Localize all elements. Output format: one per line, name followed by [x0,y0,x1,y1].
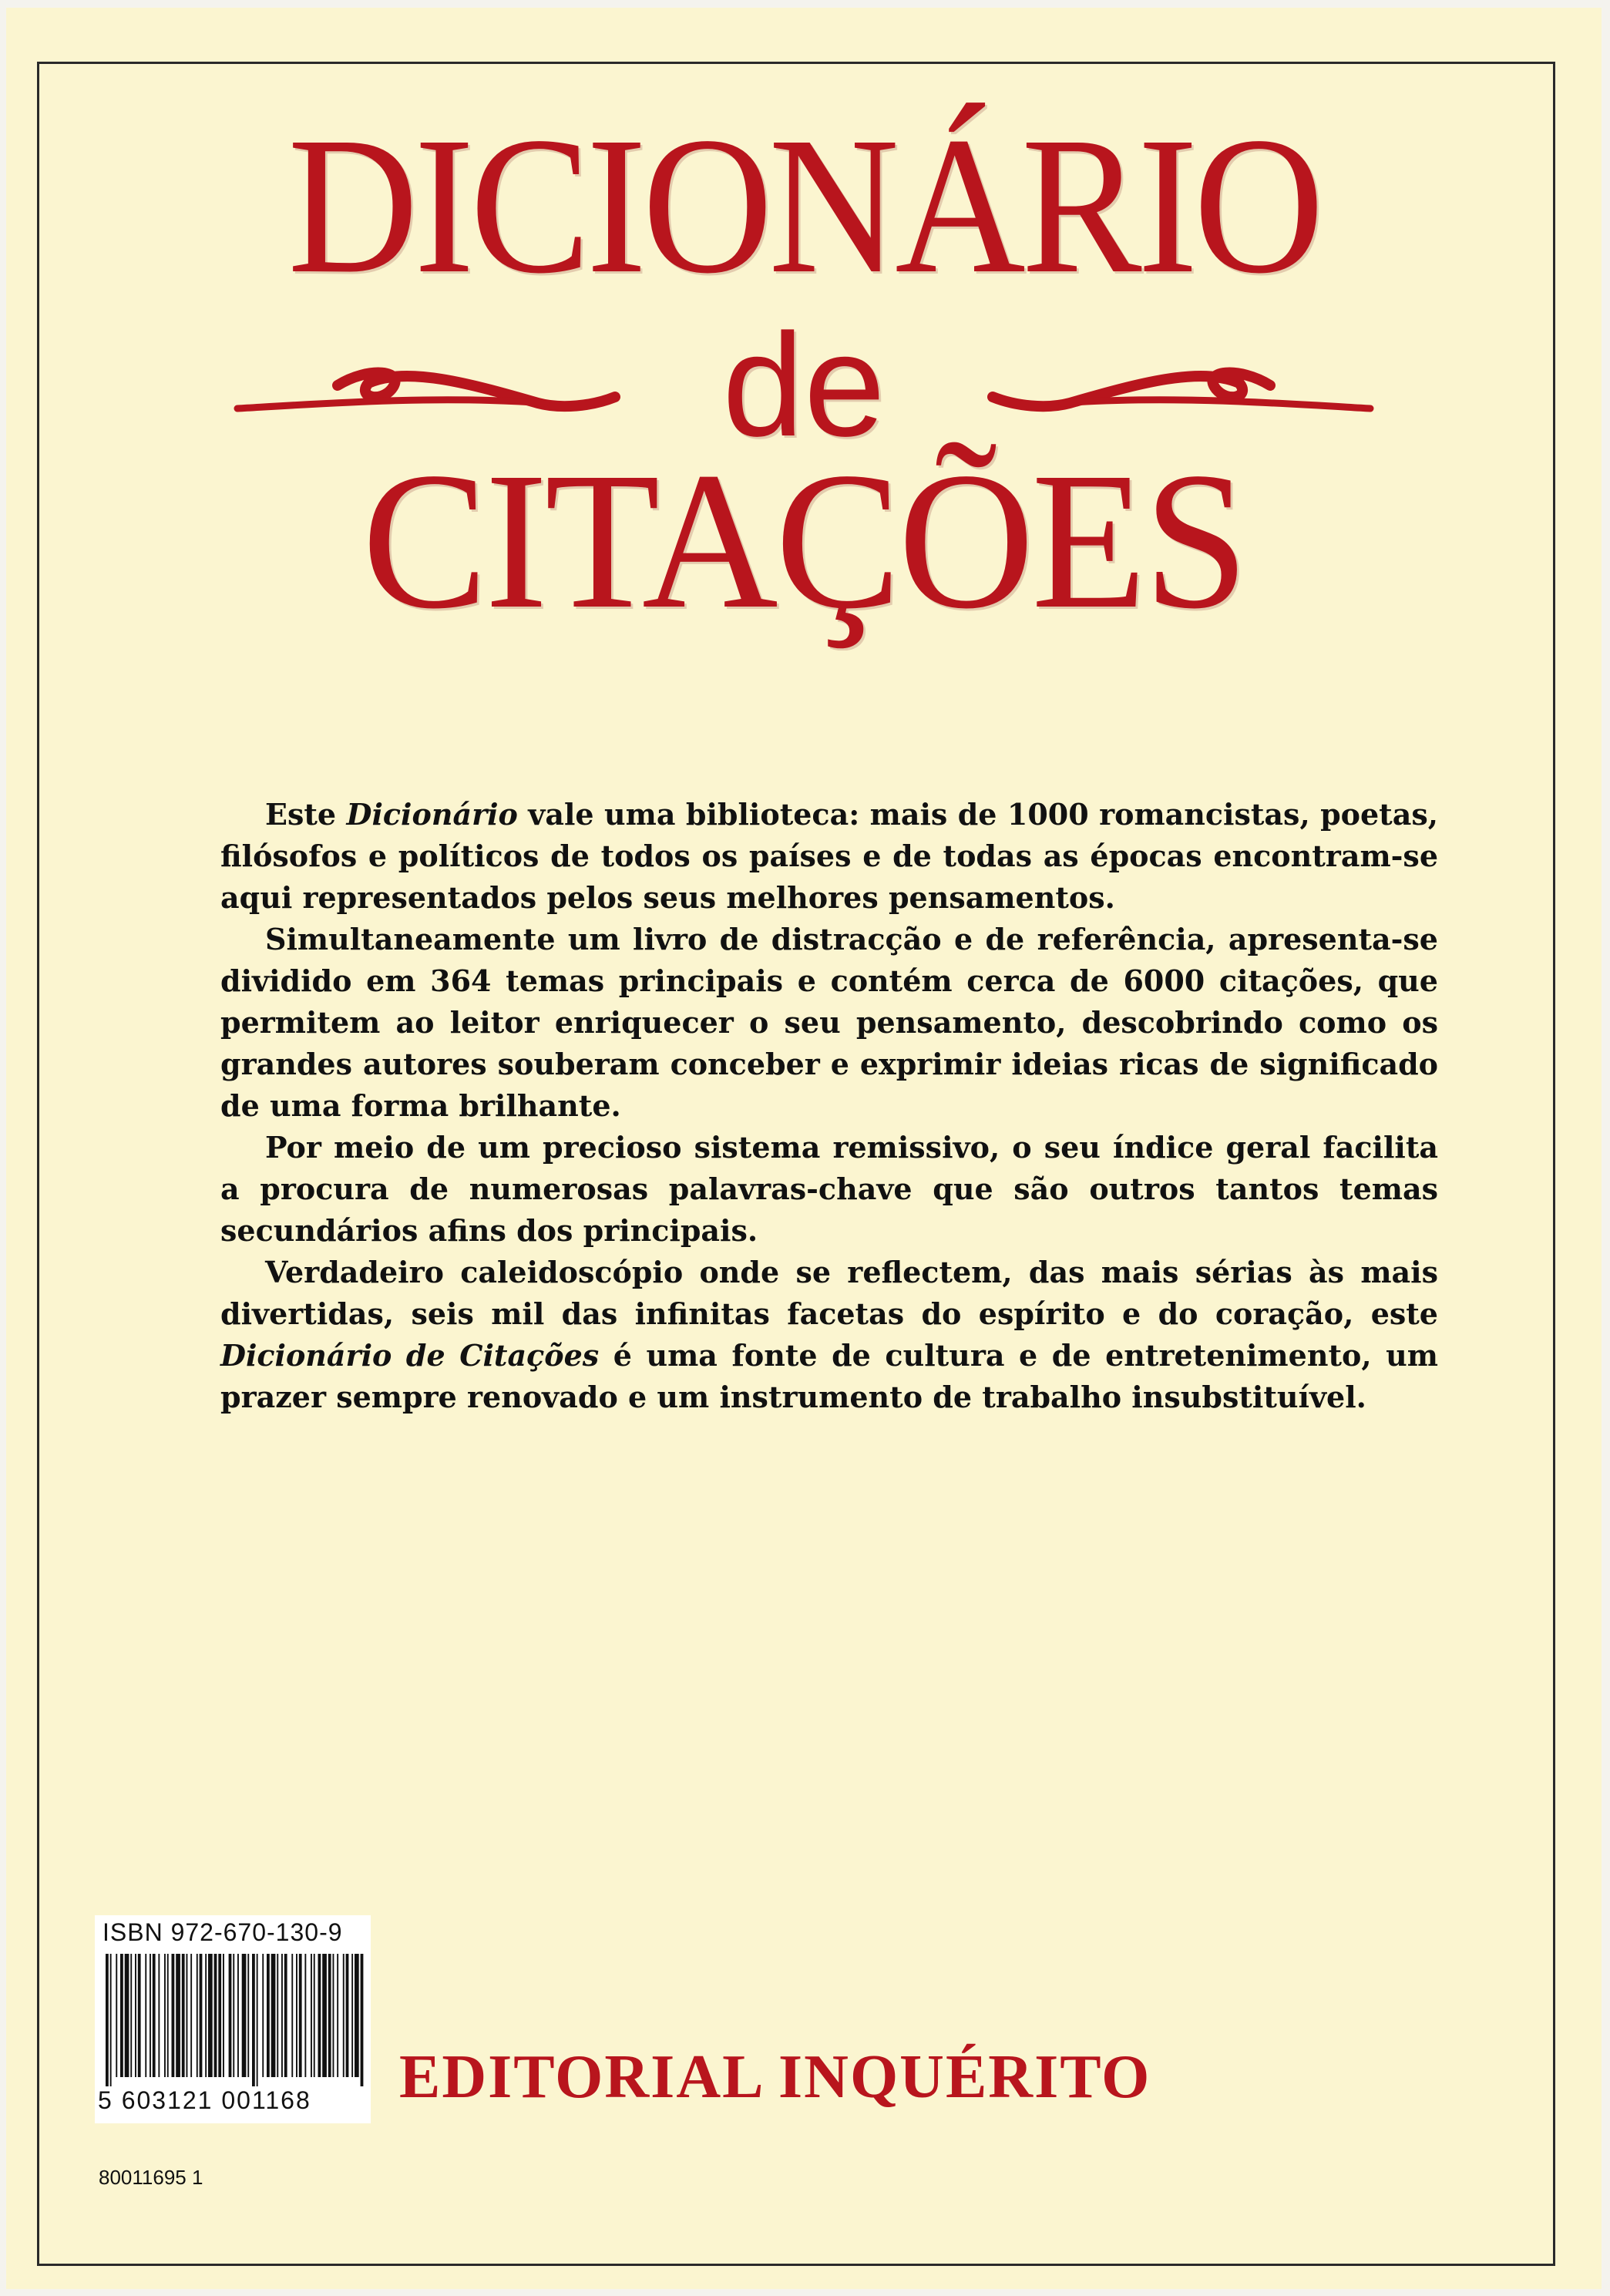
barcode-bar [346,1954,349,2077]
barcode-bar [237,1954,239,2077]
barcode-bar [190,1954,192,2077]
barcode-bar [277,1954,278,2077]
internal-code: 80011695 1 [99,2166,203,2189]
barcode-bar [311,1954,312,2077]
barcode-bar [242,1954,247,2077]
barcode-bar [304,1954,306,2077]
barcode-bar [267,1954,270,2077]
barcode-bar [214,1954,217,2077]
blurb-paragraph-3: Por meio de um precioso sistema remissivo, o seu índice geral facilita a procura de numerosas palavras-chave que são outros tantos temas secundários afins dos principais. [220,1130,1438,1248]
barcode-bar [296,1954,297,2077]
title-citacoes: CITAÇÕES [361,432,1246,650]
barcode-bar [106,1954,109,2089]
barcode-bar [333,1954,334,2077]
barcode-bar [257,1954,258,2089]
blurb-paragraph-2: Simultaneamente um livro de distracção e de referência, apresenta-se dividido em 364 temas principais e contém cerca de 6000 citações, que permitem ao leitor enriquecer o seu pensamento, descobrindo como os grandes autores souberam conceber e exprimir ideias ricas de significado de uma forma brilhante. [220,922,1438,1123]
isbn-barcode-block [95,1915,371,2123]
barcode-bar [299,1954,302,2077]
barcode-bar [361,1954,364,2089]
barcode-bar [182,1954,185,2077]
barcode-bar [145,1954,146,2077]
barcode-bar [116,1954,117,2077]
isbn-label: ISBN 972-670-130-9 [103,1918,343,1946]
barcode-bar [176,1954,180,2077]
book-back-cover [6,8,1602,2289]
barcode-bar [262,1954,264,2077]
barcode-bar [125,1954,129,2077]
barcode-bar [172,1954,175,2077]
barcode-digits: 5 603121 001168 [98,2086,368,2115]
barcode-bar [158,1954,160,2077]
barcode-bar [337,1954,338,2077]
barcode-bar [130,1954,132,2077]
barcode-bar [167,1954,169,2077]
title-dicionario: DICIONÁRIO [287,97,1320,314]
publisher-name: EDITORIAL INQUÉRITO [399,2043,1151,2111]
title-de: de [722,304,886,467]
barcode-bar [318,1954,321,2077]
blurb-text [220,794,1438,1418]
barcode-bar [229,1954,232,2077]
barcode-bar [150,1954,151,2077]
barcode-bar [281,1954,283,2077]
barcode-image [101,1954,367,2089]
barcode-bar [208,1954,213,2077]
barcode-bar [187,1954,188,2077]
barcode-bar [291,1954,293,2077]
barcode-bar [284,1954,287,2077]
barcode-bar [328,1954,331,2077]
barcode-bar [135,1954,136,2077]
barcode-bar [322,1954,327,2077]
barcode-bar [351,1954,353,2077]
barcode-bar [197,1954,198,2077]
barcode-bar [314,1954,315,2077]
barcode-bar [247,1954,249,2077]
barcode-bar [233,1954,234,2077]
barcode-bar [110,1954,112,2089]
blurb-paragraph-4: Verdadeiro caleidoscópio onde se reflectem, das mais sérias às mais divertidas, seis mil das infinitas facetas do espírito e do coração, este Dicionário de Citações é uma fonte de cultura e de entretenimento, um prazer sempre renovado e um instrumento de trabalho insubstituível. [220,1255,1438,1414]
blurb-paragraph-1: Este Dicionário vale uma biblioteca: mais de 1000 romancistas, poetas, filósofos e políticos de todos os países e de todas as épocas encontram-se aqui representados pelos seus melhores pensamentos. [220,797,1438,915]
barcode-bar [223,1954,224,2077]
barcode-bar [205,1954,207,2077]
barcode-bar [200,1954,203,2077]
barcode-bar [120,1954,123,2077]
barcode-bar [218,1954,221,2077]
barcode-bar [153,1954,156,2077]
barcode-bar [271,1954,276,2077]
barcode-bar [343,1954,345,2077]
barcode-bar [138,1954,141,2077]
barcode-bar [355,1954,359,2077]
barcode-bar [164,1954,166,2077]
barcode-bar [252,1954,255,2089]
